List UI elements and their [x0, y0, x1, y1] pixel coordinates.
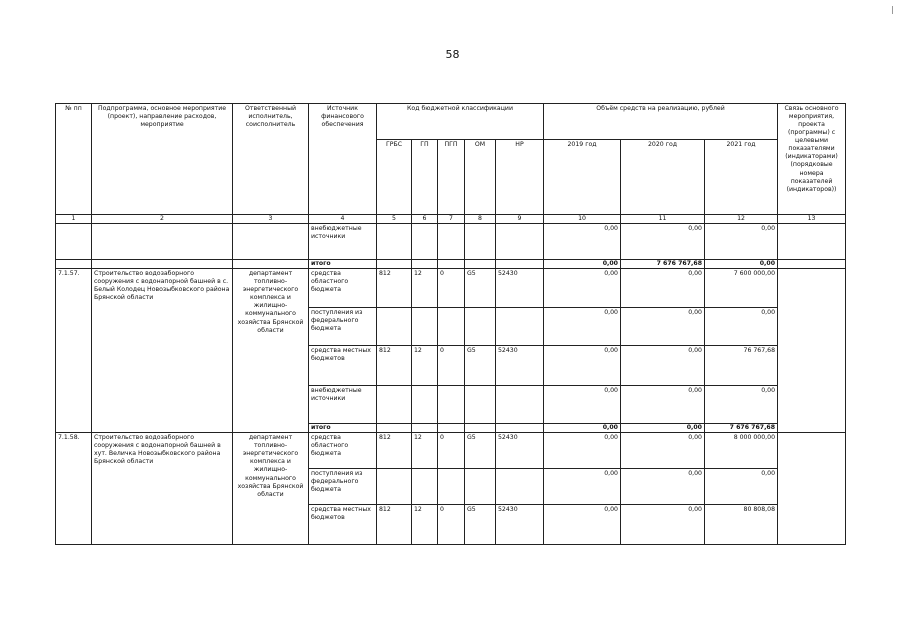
cell-source: внебюджетные источники: [309, 386, 377, 424]
column-number: 5: [377, 215, 412, 224]
cell-nr: [496, 424, 544, 433]
cell-om: [465, 308, 496, 346]
cell-2019: 0,00: [544, 308, 621, 346]
cell-2019: 0,00: [544, 224, 621, 260]
cell-nr: [496, 308, 544, 346]
cell-nr: [496, 260, 544, 269]
column-number: 11: [621, 215, 705, 224]
total-row: [56, 260, 846, 269]
cell-2019: 0,00: [544, 386, 621, 424]
cell-2019: 0,00: [544, 505, 621, 545]
header-grbs: ГРБС: [377, 140, 412, 215]
cell-gp: [412, 386, 438, 424]
cell-source: средства местных бюджетов: [309, 505, 377, 545]
cell-source: средства областного бюджета: [309, 269, 377, 308]
cell-source: поступления из федерального бюджета: [309, 308, 377, 346]
cell-nr: [496, 386, 544, 424]
table-row: [56, 224, 846, 260]
column-number: 7: [438, 215, 465, 224]
column-number: 2: [92, 215, 233, 224]
column-number-row: [56, 215, 846, 224]
cell-om: [465, 469, 496, 505]
cell-grbs: 812: [377, 269, 412, 308]
cell-2021: 0,00: [705, 224, 778, 260]
header-num: № пп: [56, 104, 92, 215]
cell-2021: 80 808,08: [705, 505, 778, 545]
cell-nr: [496, 224, 544, 260]
total-2019: 0,00: [544, 424, 621, 433]
cell-2020: 0,00: [621, 433, 705, 469]
column-number: 13: [778, 215, 846, 224]
cell-nr: 52430: [496, 269, 544, 308]
cell-gp: [412, 469, 438, 505]
column-number: 6: [412, 215, 438, 224]
header-2020: 2020 год: [621, 140, 705, 215]
cell-2021: 0,00: [705, 386, 778, 424]
cell-link: [778, 224, 846, 260]
cell-2019: 0,00: [544, 469, 621, 505]
cell-2021: 7 600 000,00: [705, 269, 778, 308]
item-responsible: департамент топливно-энергетического комплекса и жилищно-коммунального хозяйства Брянской области: [233, 269, 309, 433]
header-gp: ГП: [412, 140, 438, 215]
header-budget-code: Код бюджетной классификации: [377, 104, 544, 140]
total-label: итого: [309, 260, 377, 269]
cell-num: [56, 224, 92, 260]
column-number: 4: [309, 215, 377, 224]
total-2019: 0,00: [544, 260, 621, 269]
cell-num: [56, 260, 92, 269]
table-row: [56, 269, 846, 308]
cell-source: средства областного бюджета: [309, 433, 377, 469]
cell-gp: 12: [412, 433, 438, 469]
cell-pgp: [438, 224, 465, 260]
cell-om: G5: [465, 269, 496, 308]
cell-2019: 0,00: [544, 346, 621, 386]
cell-2021: 0,00: [705, 308, 778, 346]
cell-source: поступления из федерального бюджета: [309, 469, 377, 505]
cell-pgp: [438, 260, 465, 269]
cell-pgp: 0: [438, 505, 465, 545]
cell-grbs: [377, 469, 412, 505]
header-volume: Объём средств на реализацию, рублей: [544, 104, 778, 140]
table-row: [56, 433, 846, 469]
column-number: 10: [544, 215, 621, 224]
header-subprogram: Подпрограмма, основное мероприятие (проект), направление расходов, мероприятие: [92, 104, 233, 215]
header-nr: НР: [496, 140, 544, 215]
cell-2020: 0,00: [621, 505, 705, 545]
cell-pgp: 0: [438, 433, 465, 469]
cell-grbs: [377, 386, 412, 424]
cell-om: [465, 224, 496, 260]
cell-om: [465, 424, 496, 433]
column-number: 8: [465, 215, 496, 224]
cell-gp: 12: [412, 269, 438, 308]
total-2021: 0,00: [705, 260, 778, 269]
item-link: [778, 433, 846, 545]
cell-pgp: [438, 308, 465, 346]
cell-om: G5: [465, 433, 496, 469]
header-source: Источник финансового обеспечения: [309, 104, 377, 215]
cell-grbs: [377, 224, 412, 260]
cell-gp: [412, 424, 438, 433]
cell-pgp: [438, 386, 465, 424]
column-number: 12: [705, 215, 778, 224]
header-2021: 2021 год: [705, 140, 778, 215]
cell-nr: 52430: [496, 433, 544, 469]
cell-grbs: [377, 424, 412, 433]
header-link: Связь основного мероприятия, проекта (программы) с целевыми показателями (индикаторами) (порядковые номера показателей (индикаторов)): [778, 104, 846, 215]
cell-2020: 0,00: [621, 224, 705, 260]
item-name: Строительство водозаборного сооружения с водонапорной башней в с. Белый Колодец Новозыбковского района Брянской области: [92, 269, 233, 433]
total-label: итого: [309, 424, 377, 433]
item-name: Строительство водозаборного сооружения с водонапорной башней в хут. Величка Новозыбковского района Брянской области: [92, 433, 233, 545]
cell-grbs: 812: [377, 346, 412, 386]
column-number: 3: [233, 215, 309, 224]
cell-source: внебюджетные источники: [309, 224, 377, 260]
cell-2020: 0,00: [621, 346, 705, 386]
cell-2021: 0,00: [705, 469, 778, 505]
cell-grbs: 812: [377, 433, 412, 469]
item-link: [778, 269, 846, 433]
cell-2020: 0,00: [621, 308, 705, 346]
cell-gp: [412, 224, 438, 260]
cell-responsible: [233, 260, 309, 269]
cell-link: [778, 260, 846, 269]
cell-om: [465, 260, 496, 269]
cell-pgp: 0: [438, 346, 465, 386]
column-number: 1: [56, 215, 92, 224]
header-2019: 2019 год: [544, 140, 621, 215]
cell-om: G5: [465, 346, 496, 386]
cell-pgp: [438, 424, 465, 433]
cell-pgp: [438, 469, 465, 505]
cell-2019: 0,00: [544, 433, 621, 469]
cell-source: средства местных бюджетов: [309, 346, 377, 386]
total-2021: 7 676 767,68: [705, 424, 778, 433]
cell-gp: [412, 308, 438, 346]
page-number: 58: [445, 48, 460, 61]
scan-artifact: [892, 6, 893, 14]
cell-pgp: 0: [438, 269, 465, 308]
cell-2019: 0,00: [544, 269, 621, 308]
item-responsible: департамент топливно-энергетического комплекса и жилищно-коммунального хозяйства Брянской области: [233, 433, 309, 545]
budget-table: [55, 103, 846, 545]
cell-responsible: [233, 224, 309, 260]
cell-2021: 76 767,68: [705, 346, 778, 386]
total-2020: 7 676 767,68: [621, 260, 705, 269]
cell-2020: 0,00: [621, 269, 705, 308]
cell-nr: 52430: [496, 505, 544, 545]
item-num: 7.1.58.: [56, 433, 92, 545]
cell-name: [92, 224, 233, 260]
cell-grbs: [377, 260, 412, 269]
cell-om: [465, 386, 496, 424]
cell-2021: 8 000 000,00: [705, 433, 778, 469]
cell-nr: [496, 469, 544, 505]
cell-nr: 52430: [496, 346, 544, 386]
cell-2020: 0,00: [621, 386, 705, 424]
total-2020: 0,00: [621, 424, 705, 433]
header-pgp: ПГП: [438, 140, 465, 215]
item-num: 7.1.57.: [56, 269, 92, 433]
header-responsible: Ответственный исполнитель, соисполнитель: [233, 104, 309, 215]
cell-gp: 12: [412, 505, 438, 545]
column-number: 9: [496, 215, 544, 224]
cell-grbs: [377, 308, 412, 346]
cell-gp: 12: [412, 346, 438, 386]
cell-name: [92, 260, 233, 269]
cell-om: G5: [465, 505, 496, 545]
cell-grbs: 812: [377, 505, 412, 545]
header-om: ОМ: [465, 140, 496, 215]
cell-2020: 0,00: [621, 469, 705, 505]
cell-gp: [412, 260, 438, 269]
